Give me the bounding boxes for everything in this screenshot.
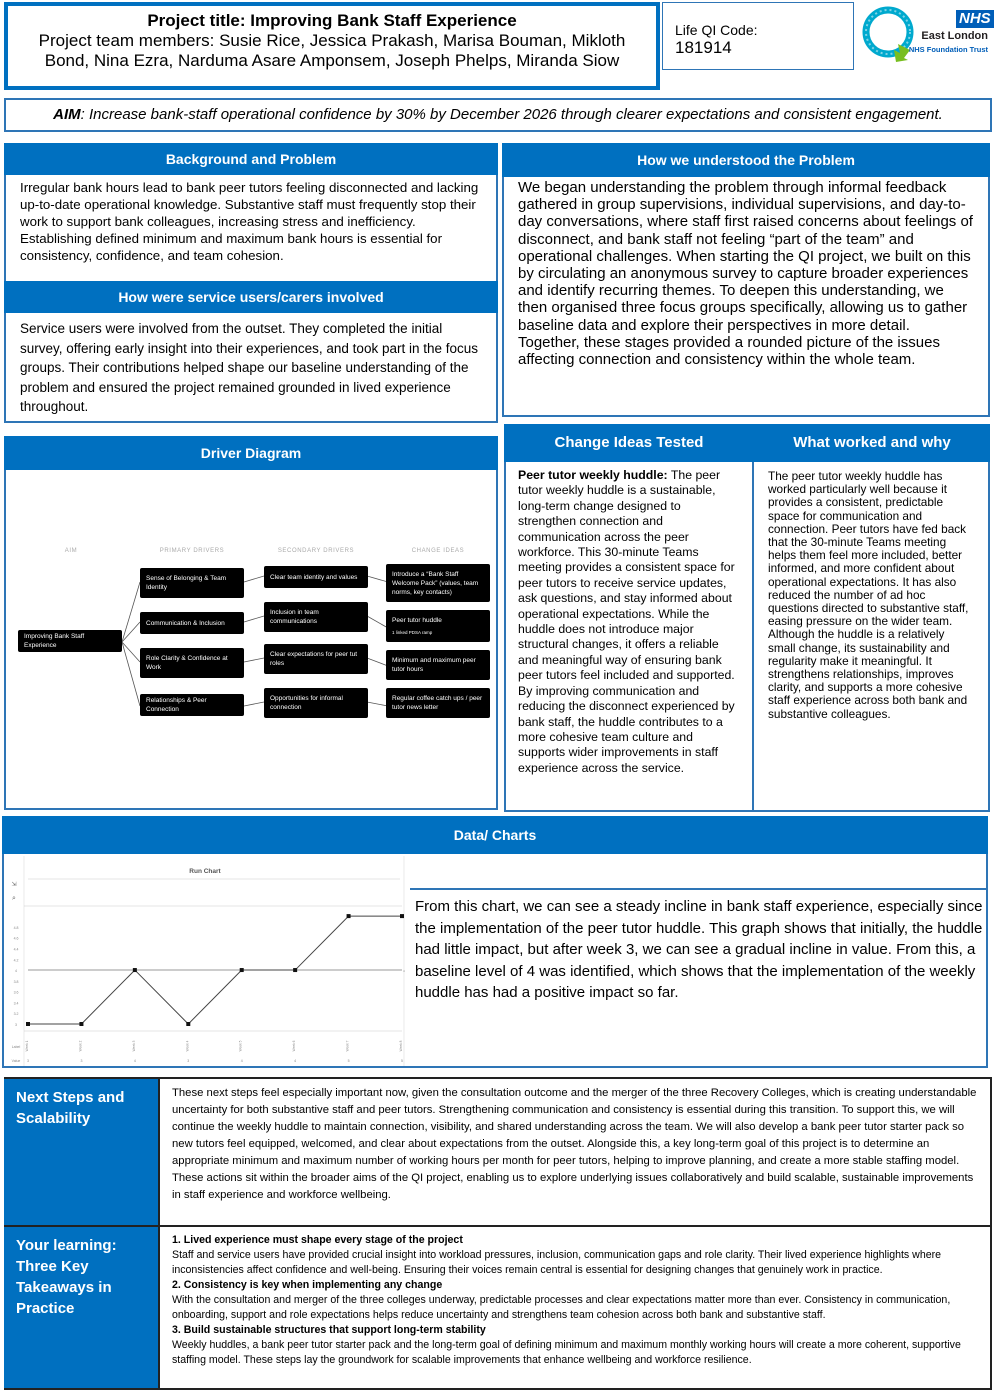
dd-col-primary: PRIMARY DRIVERS [159, 548, 225, 554]
data-charts-heading: Data/ Charts [2, 816, 988, 854]
aim-statement [4, 98, 992, 132]
dd-col-aim: AIM [64, 548, 78, 554]
dd-secondary-node: Clear expectations for peer tut roles [264, 644, 368, 674]
data-point [133, 968, 137, 972]
row-label: Label [11, 1045, 21, 1049]
takeaway-body: Staff and service users have provided crucial insight into workload pressures, inclusion, communication gaps and role clarity. Their lived experience highlights where inconsistencies affect confidence and well-being. Ensuring their voices remain central is essential for designing changes that genuinely work in practice. [172, 1249, 942, 1276]
chart-commentary: From this chart, we can see a steady incline in bank staff experience, especially since the implementation of the peer tutor huddle. This graph shows that initially, the huddle had little impact, but after week 3, we can see a gradual incline in value. From this, a baseline level of 4 was identified, which shows that the implementation of the weekly huddle has had a positive impact so far. [415, 898, 983, 1001]
team-members-line-1: Project team members: Susie Rice, Jessica Prakash, Marisa Bouman, Mikloth [38, 31, 626, 50]
y-tick-label: 3.4 [13, 1001, 19, 1006]
learning-body [160, 1227, 990, 1388]
data-value-label: 4 [294, 1059, 297, 1063]
x-tick-label: Week 8 [399, 1040, 403, 1052]
change-idea-lead: Peer tutor weekly huddle: [518, 468, 668, 482]
takeaway-title: 1. Lived experience must shape every stage of the project [172, 1234, 463, 1246]
team-members-line-2: Bond, Nina Ezra, Narduma Asare Amponsem, Joseph Phelps, Miranda Siow [44, 51, 620, 70]
data-point [26, 1022, 30, 1026]
aim-text: : Increase bank-staff operational confidence by 30% by December 2026 through clearer expectations and consistent engagement. [80, 106, 943, 123]
change-ideas-body [504, 462, 754, 812]
dd-change-idea-text: Regular coffee catch ups / peer tutor news letter [392, 695, 483, 711]
run-chart-svg [4, 856, 408, 1066]
y-tick-label: 4.4 [13, 947, 19, 952]
y-tick-label: 4.8 [13, 925, 19, 930]
x-tick-label: Week 1 [25, 1040, 29, 1052]
y-tick-label: 3.2 [13, 1012, 19, 1017]
dd-change-idea-node [386, 650, 490, 680]
takeaway-title: 3. Build sustainable structures that support long-term stability [172, 1324, 486, 1336]
driver-diagram [4, 470, 498, 810]
x-tick-label: Week 4 [185, 1040, 190, 1052]
dd-col-change-ideas: CHANGE IDEAS [411, 548, 465, 554]
service-users-heading: How were service users/carers involved [4, 281, 498, 313]
project-title-box [4, 2, 660, 90]
driver-diagram-heading: Driver Diagram [4, 436, 498, 470]
service-users-body: Service users were involved from the outset. They completed the initial survey, offering early insight into their experiences, and took part in the focus groups. Their contributions helped shape our baseline understanding of the problem and ensured the project remained grounded in lived experience throughout. [4, 313, 498, 423]
data-point [240, 968, 244, 972]
org-subname: NHS Foundation Trust [908, 45, 988, 54]
dd-secondary-node: Inclusion in team communications [264, 602, 368, 632]
dd-change-idea-node [386, 564, 490, 602]
divider [410, 888, 988, 890]
x-tick-label: Week 5 [238, 1040, 243, 1052]
understood-body: We began understanding the problem through informal feedback gathered in group supervisions, individual supervisions, and day-to-day conversations, where staff first raised concerns about feelings of disconnect, and bank staff not feeling “part of the team” and operational challenges. When starting the QI project, we built on this by circulating an anonymous survey to capture broader experiences and identify recurring themes. To deepen this understanding, we then organised three focus groups specifically, allowing us to gather baseline data and explore their perspectives in more detail. Together, these stages provided a rounded picture of the issues affecting connection and consistency within the whole team. [502, 177, 990, 417]
dd-aim-node: Improving Bank Staff Experience [18, 630, 122, 652]
y-tick-label: 3 [15, 1023, 17, 1027]
data-value-label: 3 [187, 1059, 190, 1063]
x-tick-label: Week 2 [78, 1040, 83, 1052]
data-point [79, 1022, 83, 1026]
data-value-label: 3 [80, 1059, 83, 1063]
dd-change-idea-note: 1 linked PDSA ramp [392, 629, 433, 635]
dd-primary-node: Relationships & Peer Connection [140, 694, 244, 716]
chart-title: Run Chart [189, 868, 221, 875]
project-title: Project title: Improving Bank Staff Experience [147, 11, 517, 30]
next-steps-body: These next steps feel especially important now, given the consultation outcome and the merger of the three Recovery Colleges, which is creating understandable uncertainty for both substantive staff and peer tutors. Strengthening communication and consistency is essential during this transition. To support this, we will continue the weekly huddle to maintain connection, visibility, and shared understanding across the team. We will also develop a bank peer tutor starter pack so new tutors feel equipped, welcomed, and clear about expectations from the outset. Alongside this, a key long-term goal of this project is to determine an appropriate minimum and maximum number of working hours per month for peer tutors, helping to improve planning, and create a more stable staffing model. These actions sit within the broader aims of the QI project, enabling us to explore underlying issues collaboratively and build scalable, sustainable improvements in staff experience and workforce wellbeing. [172, 1087, 977, 1201]
baseline-label: 4 [403, 969, 405, 974]
data-point [400, 914, 404, 918]
x-tick-label: Week 6 [292, 1040, 297, 1052]
life-qi-code-value: 181914 [675, 38, 732, 57]
x-tick-label: Week 7 [345, 1040, 350, 1052]
dd-primary-node: Sense of Belonging & Team Identity [140, 568, 244, 598]
takeaway-title: 2. Consistency is key when implementing any change [172, 1279, 443, 1291]
data-point [186, 1022, 190, 1026]
data-value-label: 4 [133, 1059, 136, 1063]
data-value-label: 5 [347, 1059, 350, 1063]
x-tick-label: Week 3 [131, 1040, 136, 1052]
life-qi-code-box [662, 2, 854, 70]
run-chart [4, 856, 408, 1066]
dd-secondary-node: Clear team identity and values [264, 566, 368, 588]
aim-label: AIM [53, 106, 81, 123]
understood-heading: How we understood the Problem [502, 143, 990, 177]
what-worked-body: The peer tutor weekly huddle has worked particularly well because it provides a consistent, predictable space for communication and connection. Peer tutors have fed back that the 30-minute Teams meeting helps them feel more included, better informed, and more confident about operational expectations. It has also reduced the number of ad hoc questions directed to substantive staff, easing pressure on the wider team. Although the huddle is a relatively small change, its sustainability and regularity make it meaningful. It strengthens relationships, improves clarity, and supports a more cohesive staff experience across both bank and substantive colleagues. [752, 462, 990, 812]
y-tick-label: 3.6 [13, 990, 19, 995]
dd-secondary-node: Opportunities for informal connection [264, 688, 368, 718]
learning-label: Your learning: Three Key Takeaways in Practice [4, 1227, 158, 1388]
dd-primary-node: Role Clarity & Confidence at Work [140, 648, 244, 678]
dd-col-secondary: SECONDARY DRIVERS [277, 548, 355, 554]
dd-change-idea-text: Minimum and maximum peer tutor hours [392, 657, 476, 673]
dd-change-idea-text: Peer tutor huddle [392, 616, 442, 624]
data-point [347, 914, 351, 918]
change-idea-text: The peer tutor weekly huddle is a sustainable, long-term change designed to strengthen connection and communication across the peer workforce. This 30-minute Teams meeting provides a consistent space for peer tutors to receive service updates, ask questions, and stay informed about operational expectations. While the huddle does not introduce major structural changes, it offers a reliable and meaningful way of ensuring bank peer tutors feel included and supported. By improving communication and reducing the disconnect experienced by bank staff, the huddle contributes to a more cohesive team culture and supports wider improvements in staff experience across the service. [518, 468, 735, 775]
dd-change-idea-node [386, 688, 490, 718]
y-tick-label: 4.2 [13, 958, 19, 963]
background-body: Irregular bank hours lead to bank peer tutors feeling disconnected and lacking up-to-date operational knowledge. Substantive staff must frequently stop their work to support bank colleagues, increasing stress and inefficiency. Establishing defined minimum and maximum bank hours is essential for consistency, confidence, and team cohesion. [4, 175, 498, 281]
change-ideas-heading: Change Ideas Tested [504, 424, 754, 462]
chart-zoom-icon[interactable]: ⌕ [12, 895, 16, 902]
what-worked-heading: What worked and why [754, 424, 990, 462]
data-value-label: 4 [240, 1059, 243, 1063]
life-qi-code-label: Life QI Code: [675, 22, 758, 38]
dd-change-idea-node [386, 610, 490, 642]
next-steps-label: Next Steps and Scalability [4, 1079, 158, 1225]
chart-pan-icon[interactable]: ⇲ [11, 882, 17, 888]
nhs-badge: NHS [956, 10, 994, 28]
row-label: Value [11, 1059, 21, 1063]
y-tick-label: 4 [15, 969, 17, 974]
takeaway-body: With the consultation and merger of the three colleges underway, predictable processes and clear expectations matter more than ever. Consistency in communication, onboarding, support and role expectations helps reduce uncertainty and strengthens team cohesion across both bank and substantive staff. [172, 1294, 951, 1321]
y-tick-label: 3.8 [13, 979, 19, 984]
data-value-label: 3 [27, 1059, 29, 1063]
org-name: East London [921, 30, 988, 42]
dd-primary-node: Communication & Inclusion [140, 612, 244, 634]
data-value-label: 5 [401, 1059, 403, 1063]
y-tick-label: 4.6 [13, 936, 19, 941]
elft-logo [858, 2, 994, 68]
takeaway-body: Weekly huddles, a bank peer tutor starter pack and the long-term goal of defining minimum and maximum monthly working hours will create a more coherent, supportive staffing model. These steps lay the groundwork for scalable improvements that enhance wellbeing and workforce resilience. [172, 1339, 961, 1366]
background-heading: Background and Problem [4, 143, 498, 175]
data-point [293, 968, 297, 972]
dd-change-idea-text: Introduce a “Bank Staff Welcome Pack” (values, team norms, key contacts) [392, 570, 479, 596]
